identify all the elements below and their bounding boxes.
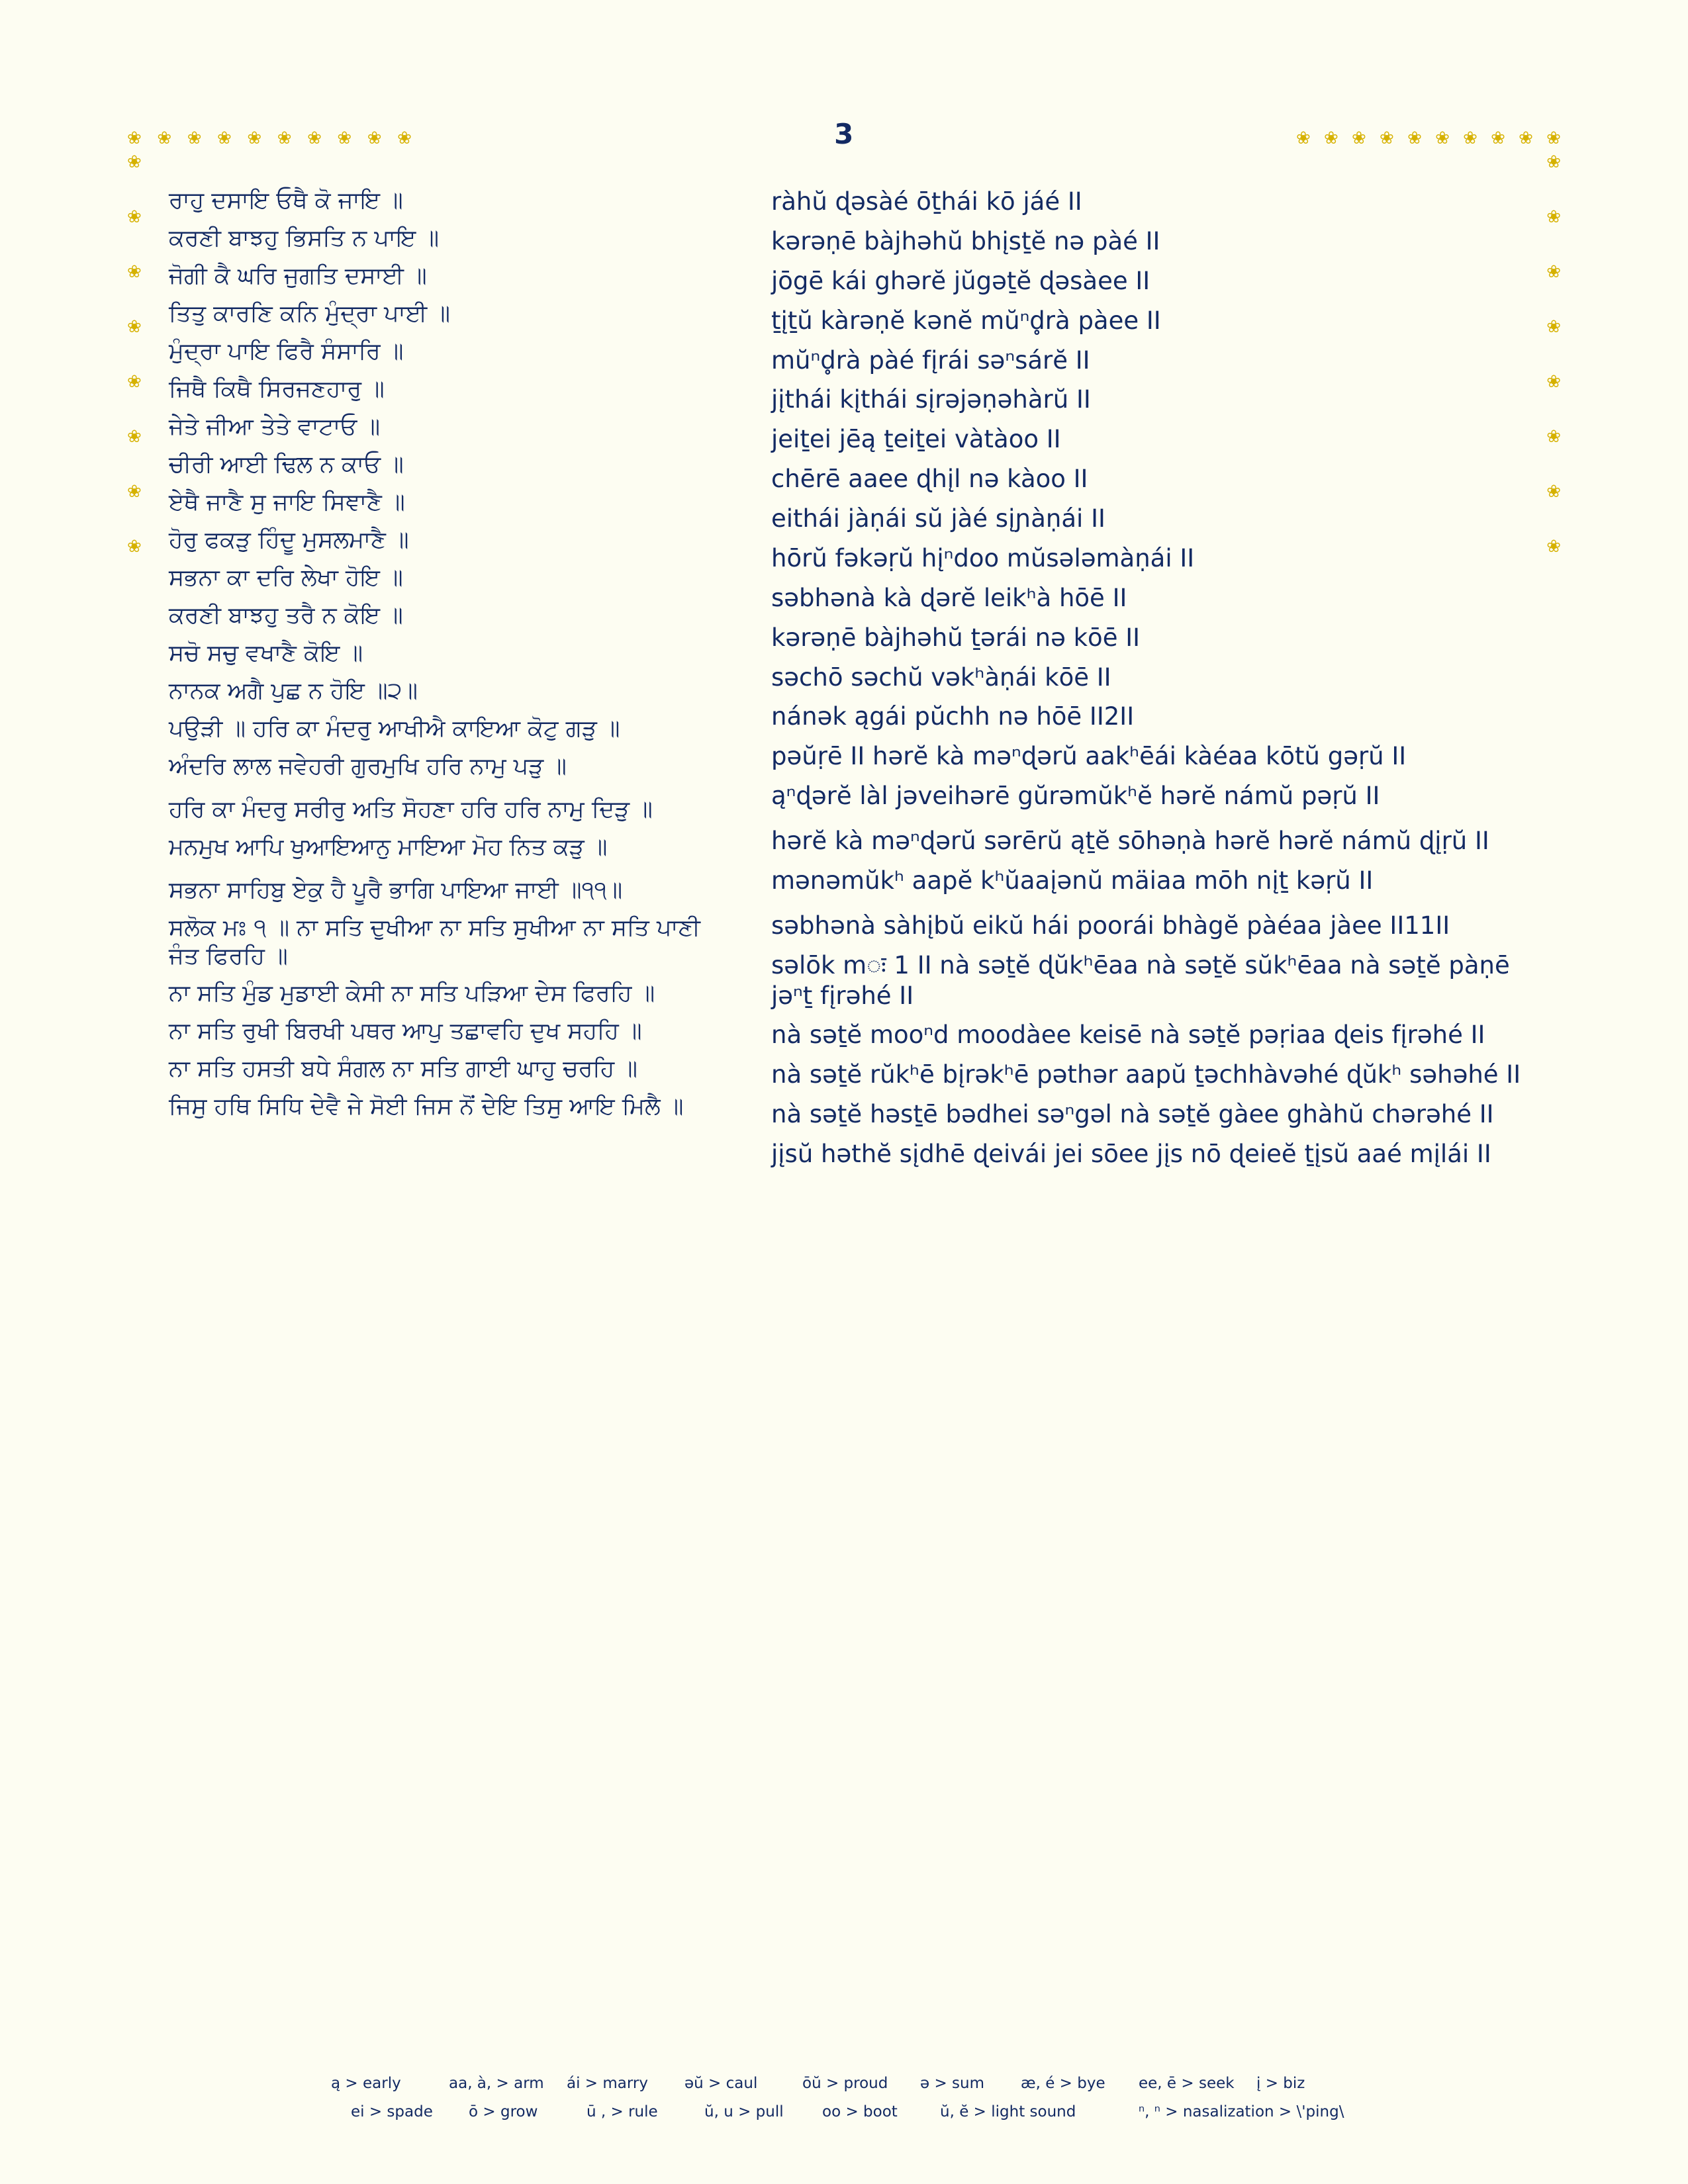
transliteration-line: jeiṯei jēą ṯeiṯei vàtàoo II xyxy=(771,425,1061,454)
transliteration-line: chērē aaee ɖhįl nə kàoo II xyxy=(771,465,1088,494)
gurmukhi-line: ਜਿਥੈ ਕਿਥੈ ਸਿਰਜਣਹਾਰੁ ॥ xyxy=(169,376,385,402)
flower-icon: ❀ xyxy=(127,537,142,557)
flower-icon: ❀ xyxy=(247,128,262,148)
gurmukhi-line: ਤਿਤੁ ਕਾਰਣਿ ਕਨਿ ਮੁੰਦ੍ਰਾ ਪਾਈ ॥ xyxy=(169,300,450,327)
flower-icon: ❀ xyxy=(367,128,382,148)
flower-icon: ❀ xyxy=(127,152,142,172)
transliteration-line: hərĕ kà məⁿɖərŭ sərērŭ ąṯĕ sōhəṇà hərĕ hərĕ námŭ ɖįṛŭ II xyxy=(771,827,1489,855)
flower-icon: ❀ xyxy=(1546,128,1561,148)
flower-icon: ❀ xyxy=(1463,128,1477,148)
flower-icon: ❀ xyxy=(127,427,142,447)
flower-icon: ❀ xyxy=(127,317,142,337)
pronunciation-key-row xyxy=(0,2098,1688,2127)
gurmukhi-line: ਨਾ ਸਤਿ ਰੁਖੀ ਬਿਰਖੀ ਪਥਰ ਆਪੁ ਤਛਾਵਹਿ ਦੁਖ ਸਹਹਿ ॥ xyxy=(169,1018,642,1045)
transliteration-line: səbhənà sàhįbŭ eikŭ hái poorái bhàgĕ pàéaa jàee II11II xyxy=(771,911,1450,940)
pronunciation-key-item: ə > sum xyxy=(920,2074,985,2092)
transliteration-line: ṯįṯŭ kàrəṇĕ kənĕ mŭⁿd̥rà pàee II xyxy=(771,306,1161,335)
flower-icon: ❀ xyxy=(1491,128,1505,148)
pronunciation-key-item: į > biz xyxy=(1256,2074,1305,2092)
pronunciation-key-row xyxy=(0,2070,1688,2099)
transliteration-line: nà səṯĕ mooⁿd moodàee keisē nà səṯĕ pəṛiaa ɖeis fįrəhé II xyxy=(771,1021,1485,1050)
transliteration-line: nánək ągái pŭchh nə hōē II2II xyxy=(771,702,1135,731)
gurmukhi-line: ਚੀਰੀ ਆਈ ਢਿਲ ਨ ਕਾਓ ॥ xyxy=(169,451,404,478)
gurmukhi-line: ਕਰਣੀ ਬਾਝਹੁ ਤਰੈ ਨ ਕੋਇ ॥ xyxy=(169,602,403,629)
transliteration-line: kərəṇē bàjhəhŭ bhįsṯĕ nə pàé II xyxy=(771,226,1160,255)
flower-icon: ❀ xyxy=(397,128,412,148)
flower-icon: ❀ xyxy=(1546,207,1561,227)
gurmukhi-line: ਸਚੋ ਸਚੁ ਵਖਾਣੈ ਕੋਇ ॥ xyxy=(169,640,363,666)
gurmukhi-line: ਰਾਹੁ ਦਸਾਇ ਓਥੈ ਕੋ ਜਾਇ ॥ xyxy=(169,187,403,214)
transliteration-line: ràhŭ ɖəsàé ōṯhái kō jáé II xyxy=(771,187,1082,216)
gurmukhi-line: ਹਰਿ ਕਾ ਮੰਦਰੁ ਸਰੀਰੁ ਅਤਿ ਸੋਹਣਾ ਹਰਿ ਹਰਿ ਨਾਮੁ ਦਿੜੁ ॥ xyxy=(169,796,653,823)
flower-icon: ❀ xyxy=(1435,128,1450,148)
gurmukhi-line: ਕਰਣੀ ਬਾਝਹੁ ਭਿਸਤਿ ਨ ਪਾਇ ॥ xyxy=(169,225,440,251)
transliteration-line: səbhənà kà ɖərĕ leikʰà hōē II xyxy=(771,583,1127,612)
gurmukhi-line: ਮੁੰਦ੍ਰਾ ਪਾਇ ਫਿਰੈ ਸੰਸਾਰਿ ॥ xyxy=(169,338,404,365)
flower-icon: ❀ xyxy=(1352,128,1366,148)
gurmukhi-line: ਹੋਰੁ ਫਕੜੁ ਹਿੰਦੂ ਮੁਸਲਮਾਣੈ ॥ xyxy=(169,527,409,553)
pronunciation-key-item: əŭ > caul xyxy=(684,2074,758,2092)
decorative-border-right xyxy=(1546,154,1561,555)
gurmukhi-line: ਜੇਤੇ ਜੀਆ ਤੇਤੇ ਵਾਟਾਓ ॥ xyxy=(169,414,381,440)
pronunciation-key-item: oo > boot xyxy=(822,2103,898,2121)
flower-icon: ❀ xyxy=(1324,128,1338,148)
decorative-border-top-left xyxy=(127,130,412,147)
flower-icon: ❀ xyxy=(127,128,142,148)
page-number: 3 xyxy=(834,118,854,150)
gurmukhi-line: ਸਭਨਾ ਕਾ ਦਰਿ ਲੇਖਾ ਹੋਇ ॥ xyxy=(169,565,403,591)
pronunciation-key-item: ⁿ, ⁿ > nasalization > \'ping\ xyxy=(1139,2103,1344,2121)
transliteration-line: mənəmŭkʰ aapĕ kʰŭaaįənŭ mäiaa mōh nįṯ kəṛŭ II xyxy=(771,866,1374,895)
flower-icon: ❀ xyxy=(1546,262,1561,282)
gurmukhi-line: ਏਥੈ ਜਾਣੈ ਸੁ ਜਾਇ ਸਿਞਾਣੈ ॥ xyxy=(169,489,405,516)
gurmukhi-line: ਮਨਮੁਖ ਆਪਿ ਖੁਆਇਆਨੁ ਮਾਇਆ ਮੋਹ ਨਿਤ ਕੜੁ ॥ xyxy=(169,834,608,860)
pronunciation-key-item: ō > grow xyxy=(469,2103,538,2121)
pronunciation-key-item: ee, ē > seek xyxy=(1139,2074,1235,2092)
gurmukhi-line: ਨਾ ਸਤਿ ਹਸਤੀ ਬਧੇ ਸੰਗਲ ਨਾ ਸਤਿ ਗਾਈ ਘਾਹੁ ਚਰਹਿ ॥ xyxy=(169,1056,637,1083)
pronunciation-key-item: ą > early xyxy=(331,2074,401,2092)
transliteration-line: pəŭṛē II hərĕ kà məⁿɖərŭ aakʰēái kàéaa kōtŭ gəṛŭ II xyxy=(771,742,1407,771)
pronunciation-key-item: ōŭ > proud xyxy=(802,2074,888,2092)
flower-icon: ❀ xyxy=(217,128,232,148)
flower-icon: ❀ xyxy=(127,207,142,227)
pronunciation-key-item: aa, à, > arm xyxy=(449,2074,544,2092)
flower-icon: ❀ xyxy=(1546,537,1561,557)
pronunciation-key-item: ŭ, u > pull xyxy=(704,2103,784,2121)
flower-icon: ❀ xyxy=(1296,128,1311,148)
transliteration-line: hōrŭ fəkəṛŭ hįⁿdoo mŭsələmàṇái II xyxy=(771,543,1195,572)
transliteration-line: nà səṯĕ həsṯē bədhei səⁿgəl nà səṯĕ gàee ghàhŭ chərəhé II xyxy=(771,1100,1494,1129)
gurmukhi-line: ਜਿਸੁ ਹਥਿ ਸਿਧਿ ਦੇਵੈ ਜੇ ਸੋਈ ਜਿਸ ਨੋਂ ਦੇਇ ਤਿਸੁ ਆਇ ਮਿਲੈ ॥ xyxy=(169,1093,684,1120)
flower-icon: ❀ xyxy=(1407,128,1422,148)
flower-icon: ❀ xyxy=(337,128,352,148)
decorative-border-left xyxy=(127,154,142,555)
flower-icon: ❀ xyxy=(127,372,142,392)
flower-icon: ❀ xyxy=(1519,128,1533,148)
gurmukhi-line: ਨਾ ਸਤਿ ਮੁੰਡ ਮੁਡਾਈ ਕੇਸੀ ਨਾ ਸਤਿ ਪੜਿਆ ਦੇਸ ਫਿਰਹਿ ॥ xyxy=(169,980,655,1007)
flower-icon: ❀ xyxy=(187,128,202,148)
gurmukhi-column xyxy=(169,187,751,1179)
pronunciation-key-item: ei > spade xyxy=(351,2103,433,2121)
flower-icon: ❀ xyxy=(1380,128,1394,148)
transliteration-line: jōgē kái ghərĕ jŭgəṯĕ ɖəsàee II xyxy=(771,266,1150,295)
flower-icon: ❀ xyxy=(157,128,172,148)
flower-icon: ❀ xyxy=(307,128,322,148)
transliteration-line: jįsŭ həthĕ sįdhē ɖeivái jei sōee jįs nō ɖeieĕ ṯįsŭ aaé mįlái II xyxy=(771,1140,1491,1168)
pronunciation-key xyxy=(0,2070,1688,2127)
pronunciation-key-item: æ, é > bye xyxy=(1021,2074,1105,2092)
gurmukhi-line: ਸਲੋਕ ਮਃ ੧ ॥ ਨਾ ਸਤਿ ਦੁਖੀਆ ਨਾ ਸਤਿ ਸੁਖੀਆ ਨਾ ਸਤਿ ਪਾਣੀ ਜੰਤ ਫਿਰਹਿ ॥ xyxy=(169,915,700,970)
flower-icon: ❀ xyxy=(1546,372,1561,392)
transliteration-line: mŭⁿd̥rà pàé fįrái səⁿsárĕ II xyxy=(771,345,1090,375)
pronunciation-key-item: ái > marry xyxy=(567,2074,648,2092)
flower-icon: ❀ xyxy=(277,128,292,148)
transliteration-line: jįthái kįthái sįrəjəṇəhàrŭ II xyxy=(771,385,1091,414)
gurmukhi-line: ਪਉੜੀ ॥ ਹਰਿ ਕਾ ਮੰਦਰੁ ਆਖੀਐ ਕਾਇਆ ਕੋਟੁ ਗੜੁ ॥ xyxy=(169,715,620,742)
gurmukhi-line: ਜੋਗੀ ਕੈ ਘਰਿ ਜੁਗਤਿ ਦਸਾਈ ॥ xyxy=(169,263,427,289)
transliteration-column xyxy=(751,187,1532,1179)
flower-icon: ❀ xyxy=(127,262,142,282)
flower-icon: ❀ xyxy=(1546,482,1561,502)
transliteration-line: səlōk mः 1 II nà səṯĕ ɖŭkʰēaa nà səṯĕ sŭkʰēaa nà səṯĕ pàṇē jəⁿṯ fįrəhé II xyxy=(771,950,1510,1010)
flower-icon: ❀ xyxy=(1546,427,1561,447)
transliteration-line: kərəṇē bàjhəhŭ ṯərái nə kōē II xyxy=(771,623,1141,652)
flower-icon: ❀ xyxy=(127,482,142,502)
gurmukhi-line: ਅੰਦਰਿ ਲਾਲ ਜਵੇਹਰੀ ਗੁਰਮੁਖਿ ਹਰਿ ਨਾਮੁ ਪੜੁ ॥ xyxy=(169,753,567,780)
pronunciation-key-item: ŭ, ĕ > light sound xyxy=(940,2103,1076,2121)
transliteration-line: səchō səchŭ vəkʰàṇái kōē II xyxy=(771,662,1111,692)
scripture-body xyxy=(169,187,1546,1179)
gurmukhi-line: ਸਭਨਾ ਸਾਹਿਬੁ ਏਕੁ ਹੈ ਪੂਰੈ ਭਾਗਿ ਪਾਇਆ ਜਾਈ ॥੧੧॥ xyxy=(169,877,623,903)
transliteration-line: ąⁿɖərĕ làl jəveihərē gŭrəmŭkʰĕ hərĕ námŭ pəṛŭ II xyxy=(771,782,1380,811)
transliteration-line: eithái jàṇái sŭ jàé sįɲàṇái II xyxy=(771,504,1105,533)
transliteration-line: nà səṯĕ rŭkʰē bįrəkʰē pəthər aapŭ ṯəchhàvəhé ɖŭkʰ səhəhé II xyxy=(771,1060,1521,1089)
pronunciation-key-item: ū , > rule xyxy=(586,2103,658,2121)
flower-icon: ❀ xyxy=(1546,152,1561,172)
gurmukhi-line: ਨਾਨਕ ਅਗੈ ਪੁਛ ਨ ਹੋਇ ॥੨॥ xyxy=(169,678,418,704)
decorative-border-top-right xyxy=(1296,130,1561,147)
flower-icon: ❀ xyxy=(1546,317,1561,337)
